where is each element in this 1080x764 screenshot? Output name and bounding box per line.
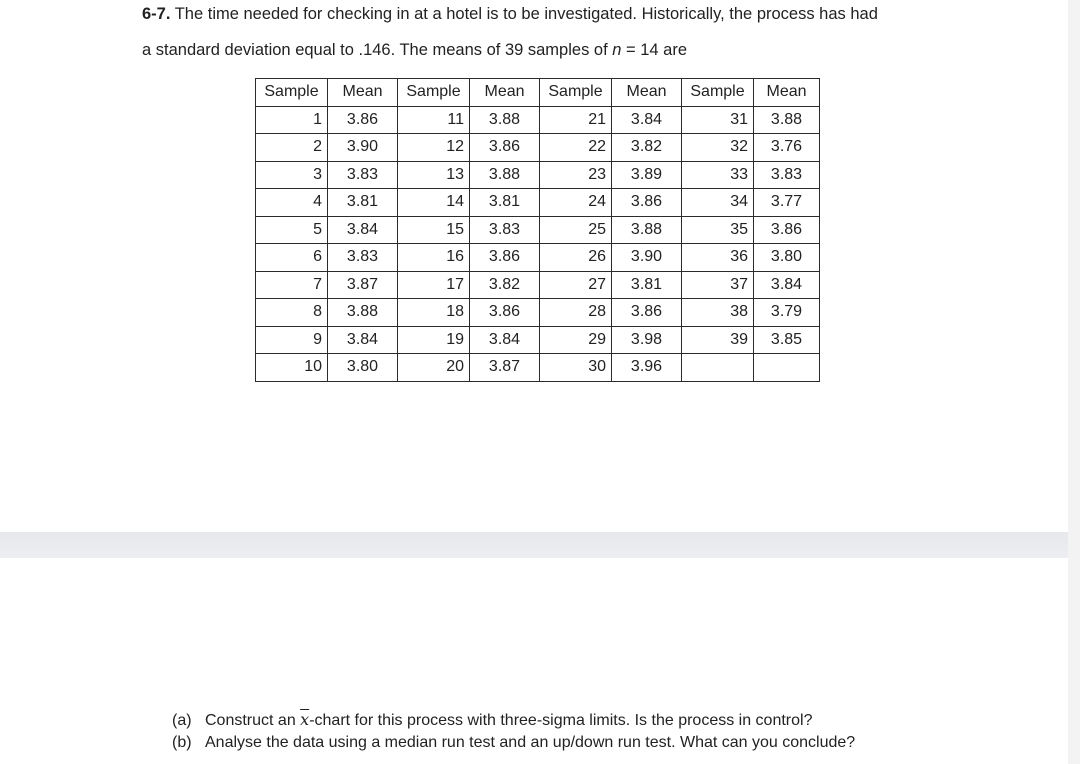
sample-mean-cell: 3.88 <box>754 106 820 134</box>
table-row <box>256 326 820 354</box>
sample-mean-cell: 3.89 <box>612 161 682 189</box>
sample-number-cell: 19 <box>398 326 470 354</box>
table-row <box>256 189 820 217</box>
sample-mean-cell: 3.98 <box>612 326 682 354</box>
sample-mean-cell: 3.86 <box>612 299 682 327</box>
sample-number-cell: 17 <box>398 271 470 299</box>
sample-number-cell: 14 <box>398 189 470 217</box>
sample-number-cell: 10 <box>256 354 328 382</box>
x-bar-symbol: $\overline{x}$ <box>300 710 310 729</box>
table-row <box>256 354 820 382</box>
sample-mean-cell: 3.85 <box>754 326 820 354</box>
sample-number-cell: 5 <box>256 216 328 244</box>
sample-mean-cell: 3.88 <box>470 161 540 189</box>
question-a-text-1: Construct an <box>205 712 301 729</box>
sample-mean-cell: 3.87 <box>470 354 540 382</box>
sample-mean-cell: 3.81 <box>328 189 398 217</box>
sample-mean-cell: 3.80 <box>754 244 820 272</box>
sample-number-cell: 39 <box>682 326 754 354</box>
sample-number-cell: 26 <box>540 244 612 272</box>
table-row <box>256 134 820 162</box>
sample-number-cell: 11 <box>398 106 470 134</box>
sample-number-cell: 15 <box>398 216 470 244</box>
sample-mean-cell: 3.77 <box>754 189 820 217</box>
sample-number-cell: 34 <box>682 189 754 217</box>
sample-number-cell: 22 <box>540 134 612 162</box>
table-row <box>256 106 820 134</box>
sample-number-cell: 3 <box>256 161 328 189</box>
sample-number-cell: 30 <box>540 354 612 382</box>
sample-mean-cell: 3.82 <box>612 134 682 162</box>
sample-mean-cell: 3.86 <box>470 134 540 162</box>
header-mean: Mean <box>754 79 820 107</box>
sample-number-cell: 32 <box>682 134 754 162</box>
question-a <box>172 710 812 730</box>
sample-number-cell: 4 <box>256 189 328 217</box>
table-body <box>256 106 820 381</box>
sample-mean-cell: 3.86 <box>612 189 682 217</box>
table-row <box>256 299 820 327</box>
sample-mean-cell: 3.90 <box>612 244 682 272</box>
problem-text-1: The time needed for checking in at a hotel is to be investigated. Historically, the process has had <box>170 5 878 23</box>
sample-mean-cell: 3.80 <box>328 354 398 382</box>
sample-number-cell: 31 <box>682 106 754 134</box>
sample-mean-cell: 3.81 <box>470 189 540 217</box>
sample-mean-cell: 3.81 <box>612 271 682 299</box>
sample-number-cell: 8 <box>256 299 328 327</box>
problem-statement-line-2 <box>142 41 687 60</box>
question-b-label: (b) <box>172 734 192 751</box>
page-separator <box>0 532 1068 558</box>
sample-number-cell: 25 <box>540 216 612 244</box>
header-sample: Sample <box>256 79 328 107</box>
sample-mean-cell: 3.84 <box>612 106 682 134</box>
sample-number-cell <box>682 354 754 382</box>
sample-mean-cell: 3.90 <box>328 134 398 162</box>
header-sample: Sample <box>540 79 612 107</box>
sample-mean-cell: 3.84 <box>328 326 398 354</box>
sample-mean-cell: 3.84 <box>470 326 540 354</box>
sample-number-cell: 2 <box>256 134 328 162</box>
header-mean: Mean <box>328 79 398 107</box>
sample-mean-cell: 3.86 <box>754 216 820 244</box>
sample-mean-cell: 3.84 <box>754 271 820 299</box>
sample-mean-cell: 3.88 <box>328 299 398 327</box>
problem-number: 6-7. <box>142 5 171 23</box>
header-sample: Sample <box>682 79 754 107</box>
sample-mean-cell: 3.83 <box>754 161 820 189</box>
sample-mean-cell: 3.86 <box>328 106 398 134</box>
sample-number-cell: 23 <box>540 161 612 189</box>
sample-mean-cell: 3.86 <box>470 244 540 272</box>
sample-mean-cell: 3.83 <box>328 244 398 272</box>
sample-mean-cell: 3.88 <box>612 216 682 244</box>
problem-statement-line-1 <box>142 5 878 24</box>
sample-mean-cell: 3.79 <box>754 299 820 327</box>
sample-mean-cell: 3.82 <box>470 271 540 299</box>
table-row <box>256 271 820 299</box>
sample-number-cell: 1 <box>256 106 328 134</box>
question-b-text: Analyse the data using a median run test and an up/down run test. What can you conclude? <box>205 734 856 751</box>
header-mean: Mean <box>612 79 682 107</box>
table-row <box>256 244 820 272</box>
sample-means-table <box>255 78 820 382</box>
sample-mean-cell: 3.83 <box>328 161 398 189</box>
sample-mean-cell: 3.84 <box>328 216 398 244</box>
sample-number-cell: 13 <box>398 161 470 189</box>
sample-number-cell: 21 <box>540 106 612 134</box>
sample-number-cell: 33 <box>682 161 754 189</box>
problem-text-3: = 14 are <box>621 41 688 59</box>
sample-number-cell: 35 <box>682 216 754 244</box>
table-row <box>256 161 820 189</box>
sample-number-cell: 38 <box>682 299 754 327</box>
sample-mean-cell: 3.87 <box>328 271 398 299</box>
sample-mean-cell: 3.76 <box>754 134 820 162</box>
sample-number-cell: 18 <box>398 299 470 327</box>
sample-number-cell: 27 <box>540 271 612 299</box>
sample-number-cell: 16 <box>398 244 470 272</box>
sample-number-cell: 24 <box>540 189 612 217</box>
problem-text-2: a standard deviation equal to .146. The means of 39 samples of <box>142 41 613 59</box>
sample-number-cell: 28 <box>540 299 612 327</box>
question-a-label: (a) <box>172 712 192 729</box>
sample-mean-cell: 3.83 <box>470 216 540 244</box>
sample-number-cell: 12 <box>398 134 470 162</box>
question-b <box>172 734 855 752</box>
sample-mean-cell: 3.88 <box>470 106 540 134</box>
header-sample: Sample <box>398 79 470 107</box>
viewer-edge <box>1068 0 1080 764</box>
sample-number-cell: 6 <box>256 244 328 272</box>
sample-mean-cell: 3.86 <box>470 299 540 327</box>
table-header-row <box>256 79 820 107</box>
header-mean: Mean <box>470 79 540 107</box>
sample-mean-cell <box>754 354 820 382</box>
sample-number-cell: 20 <box>398 354 470 382</box>
table-row <box>256 216 820 244</box>
sample-mean-cell: 3.96 <box>612 354 682 382</box>
sample-number-cell: 9 <box>256 326 328 354</box>
sample-number-cell: 7 <box>256 271 328 299</box>
sample-number-cell: 37 <box>682 271 754 299</box>
sample-number-cell: 36 <box>682 244 754 272</box>
sample-size-variable: n <box>612 41 622 59</box>
sample-number-cell: 29 <box>540 326 612 354</box>
question-a-text-2: -chart for this process with three-sigma limits. Is the process in control? <box>309 712 813 729</box>
